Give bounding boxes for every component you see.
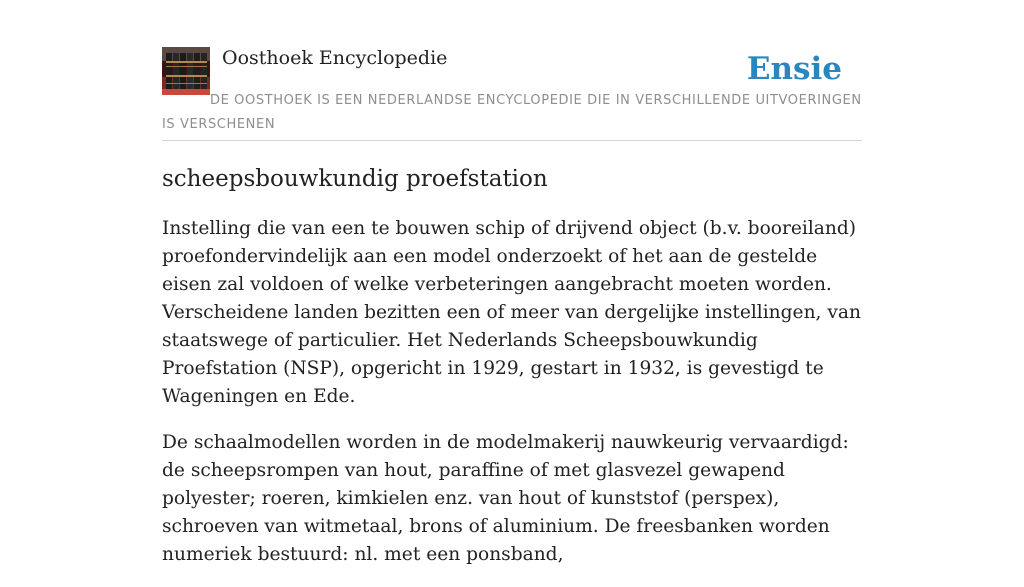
ensie-logo[interactable]: Ensie xyxy=(746,51,842,87)
source-title[interactable]: Oosthoek Encyclopedie xyxy=(222,47,448,69)
encyclopedia-books-icon[interactable] xyxy=(162,47,210,95)
entry-paragraph: De schaalmodellen worden in de modelmakerij nauwkeurig vervaardigd: de scheepsrompen van hout, paraffine of met glasvezel gewapend polyester; roeren, kimkielen enz. van hout of kunststof (perspex), schroeven van witmetaal, brons of aluminium. De freesbanken worden numeriek bestuurd: nl. met een ponsband, xyxy=(162,432,849,565)
source-description: DE OOSTHOEK IS EEN NEDERLANDSE ENCYCLOPEDIE DIE IN VERSCHILLENDE UITVOERINGEN IS VERSCHENEN xyxy=(162,93,862,132)
source-header xyxy=(162,46,862,141)
entry-paragraph: Instelling die van een te bouwen schip of drijvend object (b.v. booreiland) proefondervindelijk aan een model onderzoekt of het aan de gestelde eisen zal voldoen of welke verbeteringen aangebracht moeten worden. Verscheidene landen bezitten een of meer van dergelijke instellingen, van staatswege of particulier. Het Nederlands Scheepsbouwkundig Proefstation (NSP), opgericht in 1929, gestart in 1932, is gevestigd te Wageningen en Ede. xyxy=(162,218,861,407)
entry-title: scheepsbouwkundig proefstation xyxy=(162,166,548,192)
entry-content xyxy=(162,215,866,587)
